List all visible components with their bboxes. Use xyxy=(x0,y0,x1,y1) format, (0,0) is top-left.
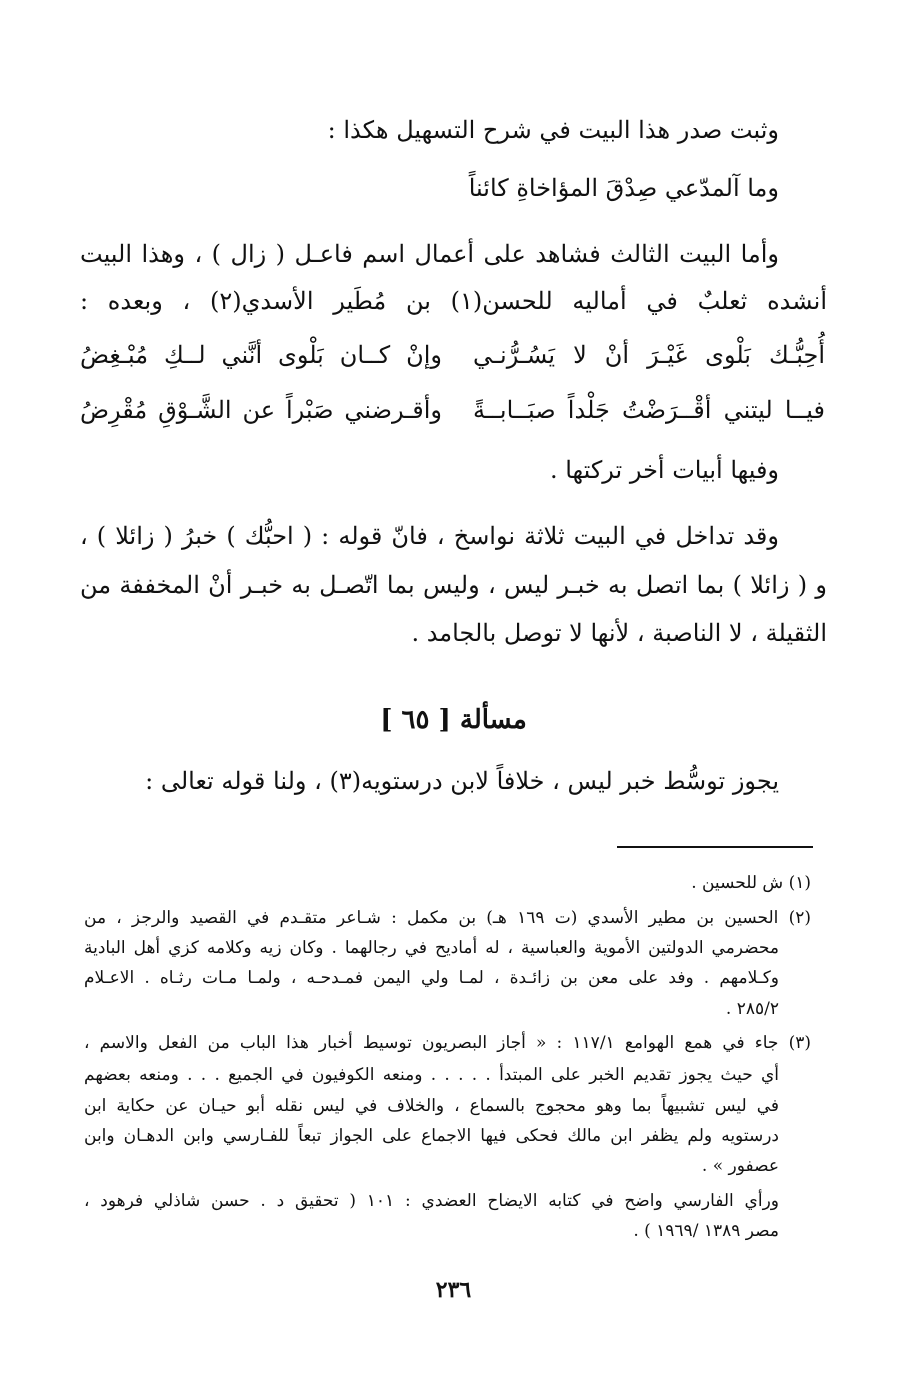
footnote-3-line: مصر ١٣٨٩ /١٩٦٩ ) . xyxy=(633,1221,779,1241)
quoted-half-verse: وما آلمدّعي صِدْقَ المؤاخاةِ كائناً xyxy=(468,174,779,202)
footnote-3-line: عصفور » . xyxy=(701,1156,779,1176)
paragraph-line: الثقيلة ، لا الناصبة ، لأنها لا توصل بالجامد . xyxy=(411,619,827,647)
footnote-2-line: ٢٨٥/٢ . xyxy=(725,999,779,1019)
footnote-separator xyxy=(617,846,813,848)
verse-second-hemistich: وأقـرضني صَبْراً عن الشَّـوْقِ مُقْرِضُ xyxy=(80,396,442,424)
page-number: ٢٣٦ xyxy=(435,1277,472,1303)
footnote-2-line: وكـلامهم . وفد على معن بن زائـدة ، لمـا ولي اليمن فمـدحـه ، ولمـا مـات رثـاه . الاعـلام xyxy=(84,968,779,988)
verse-first-hemistich: فيــا ليتني أقْــرَضْتُ جَلْداً صبَــابــةً xyxy=(473,396,825,424)
verse-first-hemistich: أُحِبُّـك بَلْوى غَيْـرَ أنْ لا يَسُـرُّنـي xyxy=(473,341,825,369)
footnote-2-line: (٢) الحسين بن مطير الأسدي (ت ١٦٩ هـ) بن مكمل : شـاعر متقـدم في القصيد والرجز ، من xyxy=(84,908,811,928)
paragraph-line: وقد تداخل في البيت ثلاثة نواسخ ، فانّ قوله : ( احبُّك ) خبرُ ( زائلا ) ، xyxy=(80,522,779,550)
section-line: يجوز توسُّط خبر ليس ، خلافاً لابن درستويه(٣) ، ولنا قوله تعالى : xyxy=(145,767,779,795)
footnote-3-line: (٣) جاء في همع الهوامع ١١٧/١ : « أجاز البصريون توسيط أخبار هذا الباب من الفعل والاسم ، xyxy=(84,1033,811,1053)
verse-second-hemistich: وإنْ كــان بَلْوى أنَّني لــكِ مُبْـغِضُ xyxy=(80,341,442,369)
footnote-3-line: درستويه ولم يظفر ابن مالك فحكى فيها الاجماع على الجواز تبعاً للفـارسي وابن الدهـان وابن xyxy=(84,1126,779,1146)
paragraph-line: وأما البيت الثالث فشاهد على أعمال اسم فاعـل ( زال ) ، وهذا البيت xyxy=(80,240,779,268)
after-verses-line: وفيها أبيات أخر تركتها . xyxy=(549,456,779,484)
footnote-2-line: محضرمي الدولتين الأموية والعباسية ، له أماديح في رجالهما . وكان زيه وكلامه كزي أهل البادية xyxy=(84,938,779,958)
footnote-3-line: في ليس تشبيهاً بما وهو محجوج بالسماع ، والخلاف في ليس نقله أبو حيـان عن حكاية ابن xyxy=(84,1096,779,1116)
section-heading: مسألة [ ٦٥ ] xyxy=(380,705,527,735)
footnote-3-line: أي حيث يجوز تقديم الخبر على المبتدأ . . . . . ومنعه الكوفيون في الجميع . . . ومنعه بعضهم xyxy=(84,1065,779,1085)
intro-line: وثبت صدر هذا البيت في شرح التسهيل هكذا : xyxy=(327,116,779,144)
footnote-3-line: ورأي الفارسي واضح في كتابه الايضاح العضدي : ١٠١ ( تحقيق د . حسن شاذلي فرهود ، xyxy=(84,1191,779,1211)
footnote-1: (١) ش للحسين . xyxy=(691,873,811,893)
paragraph-line: و ( زائلا ) بما اتصل به خبـر ليس ، وليس بما اتّصـل به خبـر أنْ المخففة من xyxy=(80,571,827,599)
verse-2 xyxy=(80,390,825,430)
verse-1 xyxy=(80,335,825,375)
paragraph-line: أنشده ثعلبٌ في أماليه للحسن(١) بن مُطَير الأسدي(٢) ، وبعده : xyxy=(80,287,828,315)
